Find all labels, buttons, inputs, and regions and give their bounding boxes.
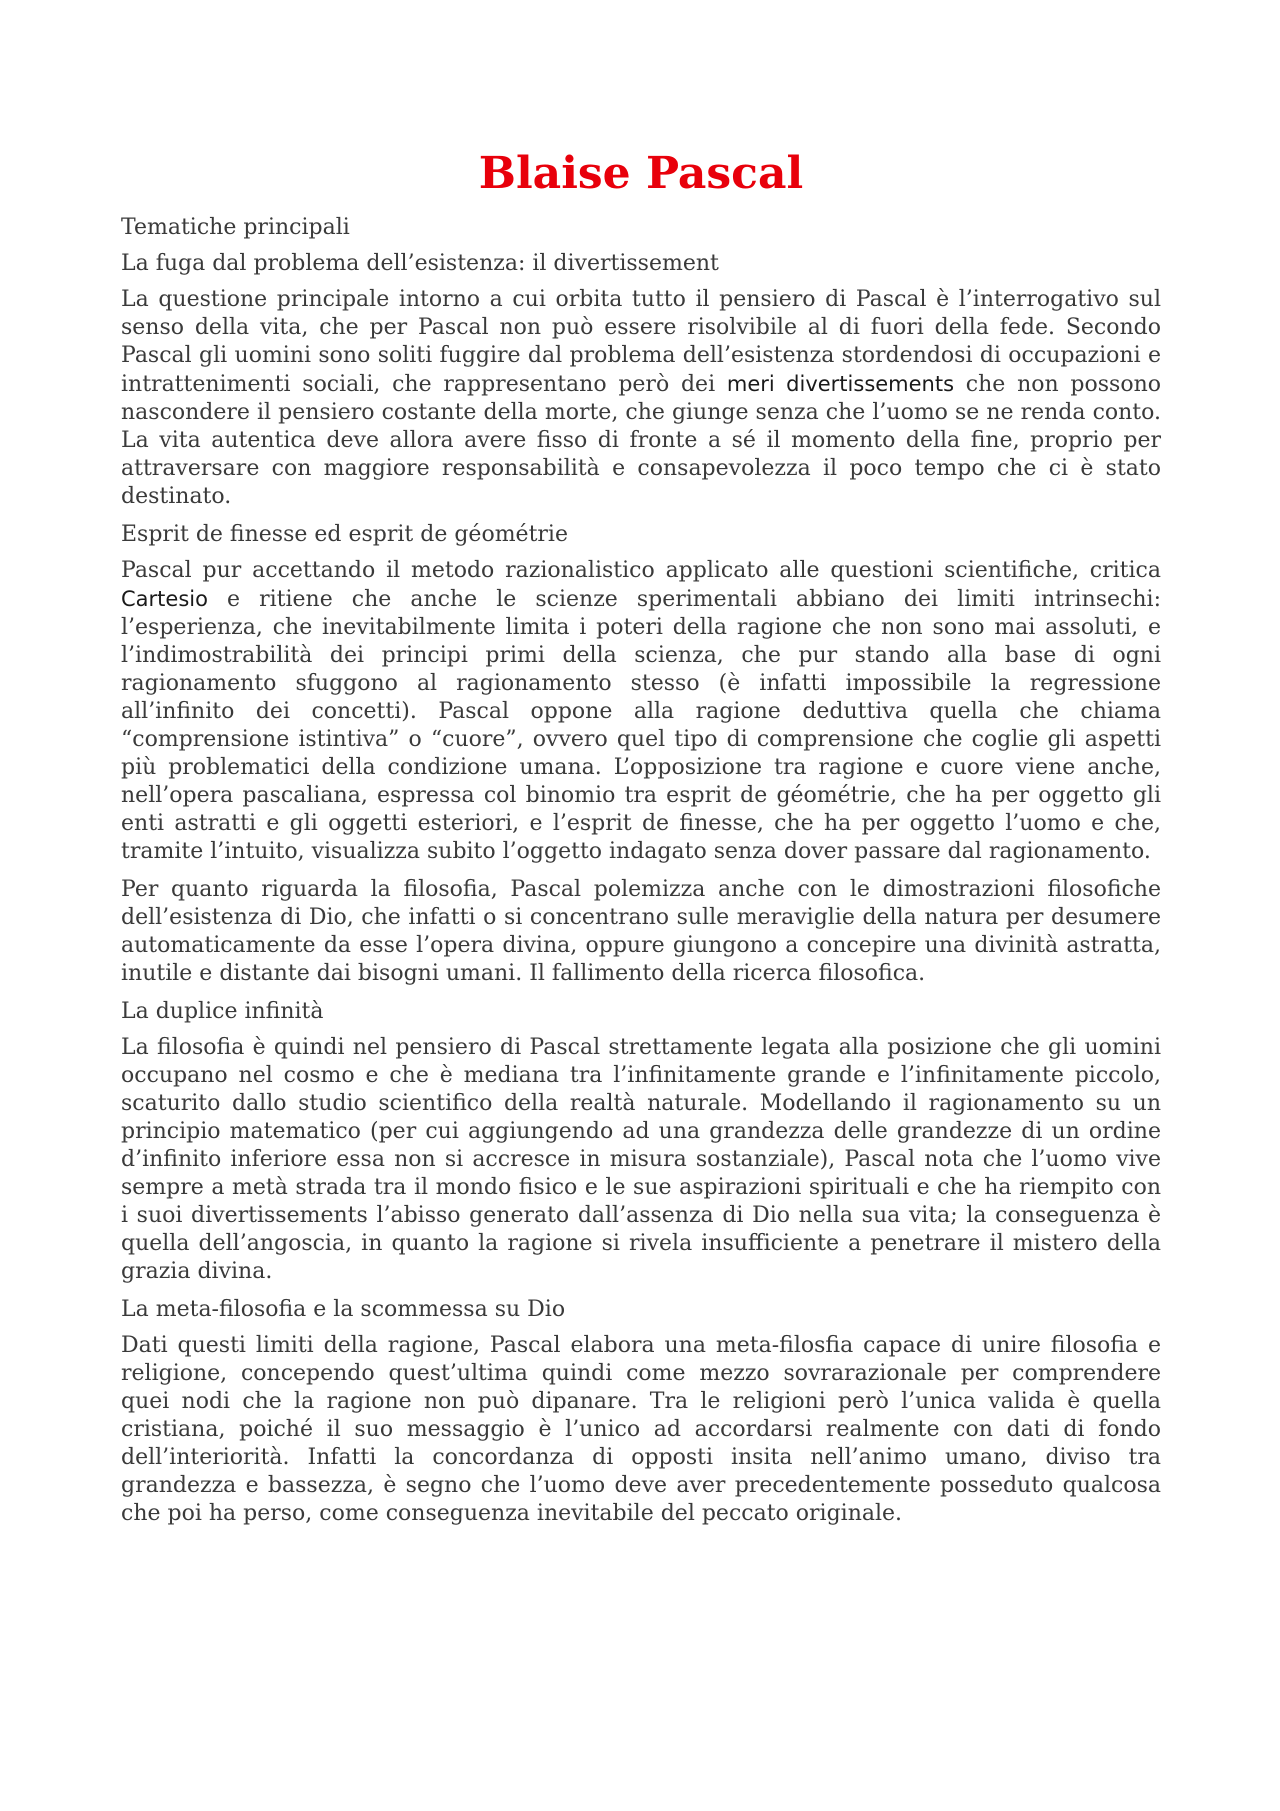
- section-heading-esprit: Esprit de finesse ed esprit de géométrie: [121, 522, 568, 547]
- text-run: Pascal pur accettando il metodo razionalistico applicato alle questioni scientifiche, critica: [121, 558, 1161, 583]
- paragraph-esprit: [121, 557, 1161, 866]
- paragraph-infinita: La filosofia è quindi nel pensiero di Pascal strettamente legata alla posizione che gli uomini occupano nel cosmo e che è mediana tra l’infinitamente grande e l’infinitamente piccolo, scaturito dallo studio scientifico della realtà naturale. Modellando il ragionamento su un principio matematico (per cui aggiungendo ad una grandezza delle grandezze di un ordine d’infinito inferiore essa non si accresce in misura sostanziale), Pascal nota che l’uomo vive sempre a metà strada tra il mondo fisico e le sue aspirazioni spirituali e che ha riempito con i suoi divertissements l’abisso generato dall’assenza di Dio nella sua vita; la conseguenza è quella dell’angoscia, in quanto la ragione si rivela insufficiente a penetrare il mistero della grazia divina.: [121, 1035, 1161, 1284]
- document-page: [121, 144, 1161, 1538]
- document-title: Blaise Pascal: [478, 148, 804, 199]
- paragraph-filosofia: Per quanto riguarda la filosofia, Pascal polemizza anche con le dimostrazioni filosofiche dell’esistenza di Dio, che infatti o si concentrano sulle meraviglie della natura per desumere automaticamente da esse l’opera divina, oppure giungono a concepire una divinità astratta, inutile e distante dai bisogni umani. Il fallimento della ricerca filosofica.: [121, 877, 1161, 986]
- text-run: e ritiene che anche le scienze sperimentali abbiano dei limiti intrinsechi: l’esperienza, che inevitabilmente limita i poteri della ragione che non sono mai assoluti, e l’indimostrabilità dei principi primi della scienza, che pur stando alla base di ogni ragionamento sfuggono al ragionamento stesso (è infatti impossibile la regressione all’infinito dei concetti). Pascal oppone alla ragione deduttiva quella che chiama “comprensione istintiva” o “cuore”, ovvero quel tipo di comprensione che coglie gli aspetti più problematici della condizione umana. L’opposizione tra ragione e cuore viene anche, nell’opera pascaliana, espressa col binomio tra esprit de géométrie, che ha per oggetto gli enti astratti e gli oggetti esteriori, e l’esprit de finesse, che ha per oggetto l’uomo e che, tramite l’intuito, visualizza subito l’oggetto indagato senza dover passare dal ragionamento.: [121, 587, 1161, 864]
- subtitle: Tematiche principali: [121, 215, 350, 240]
- section-heading-infinita: La duplice infinità: [121, 999, 324, 1024]
- term-cartesio: Cartesio: [121, 587, 208, 611]
- text-run: La questione principale intorno a cui orbita tutto il pensiero di Pascal è l’interrogativo sul senso della vita, che per Pascal non può essere risolvibile al di fuori della fede. Secondo Pascal gli uomini sono soliti fuggire dal problema dell’esistenza stordendosi di occupazioni e intrattenimenti sociali, che rappresentano però dei: [121, 287, 1161, 397]
- section-heading-scommessa: La meta-filosofia e la scommessa su Dio: [121, 1297, 566, 1322]
- paragraph-scommessa: Dati questi limiti della ragione, Pascal elabora una meta-filosfia capace di unire filosofia e religione, concependo quest’ultima quindi come mezzo sovrarazionale per comprendere quei nodi che la ragione non può dipanare. Tra le religioni però l’unica valida è quella cristiana, poiché il suo messaggio è l’unico ad accordarsi realmente con dati di fondo dell’interiorità. Infatti la concordanza di opposti insita nell’animo umano, diviso tra grandezza e bassezza, è segno che l’uomo deve aver precedentemente posseduto qualcosa che poi ha perso, come conseguenza inevitabile del peccato originale.: [121, 1333, 1161, 1526]
- text-run: che non possono nascondere il pensiero costante della morte, che giunge senza che l’uomo se ne renda conto. La vita autentica deve allora avere fisso di fronte a sé il momento della fine, proprio per attraversare con maggiore responsabilità e consapevolezza il poco tempo che ci è stato destinato.: [121, 372, 1161, 509]
- section-heading-divertissement: La fuga dal problema dell’esistenza: il divertissement: [121, 251, 719, 276]
- paragraph-divertissement: [121, 286, 1161, 511]
- term-divertissements: meri divertissements: [726, 372, 955, 396]
